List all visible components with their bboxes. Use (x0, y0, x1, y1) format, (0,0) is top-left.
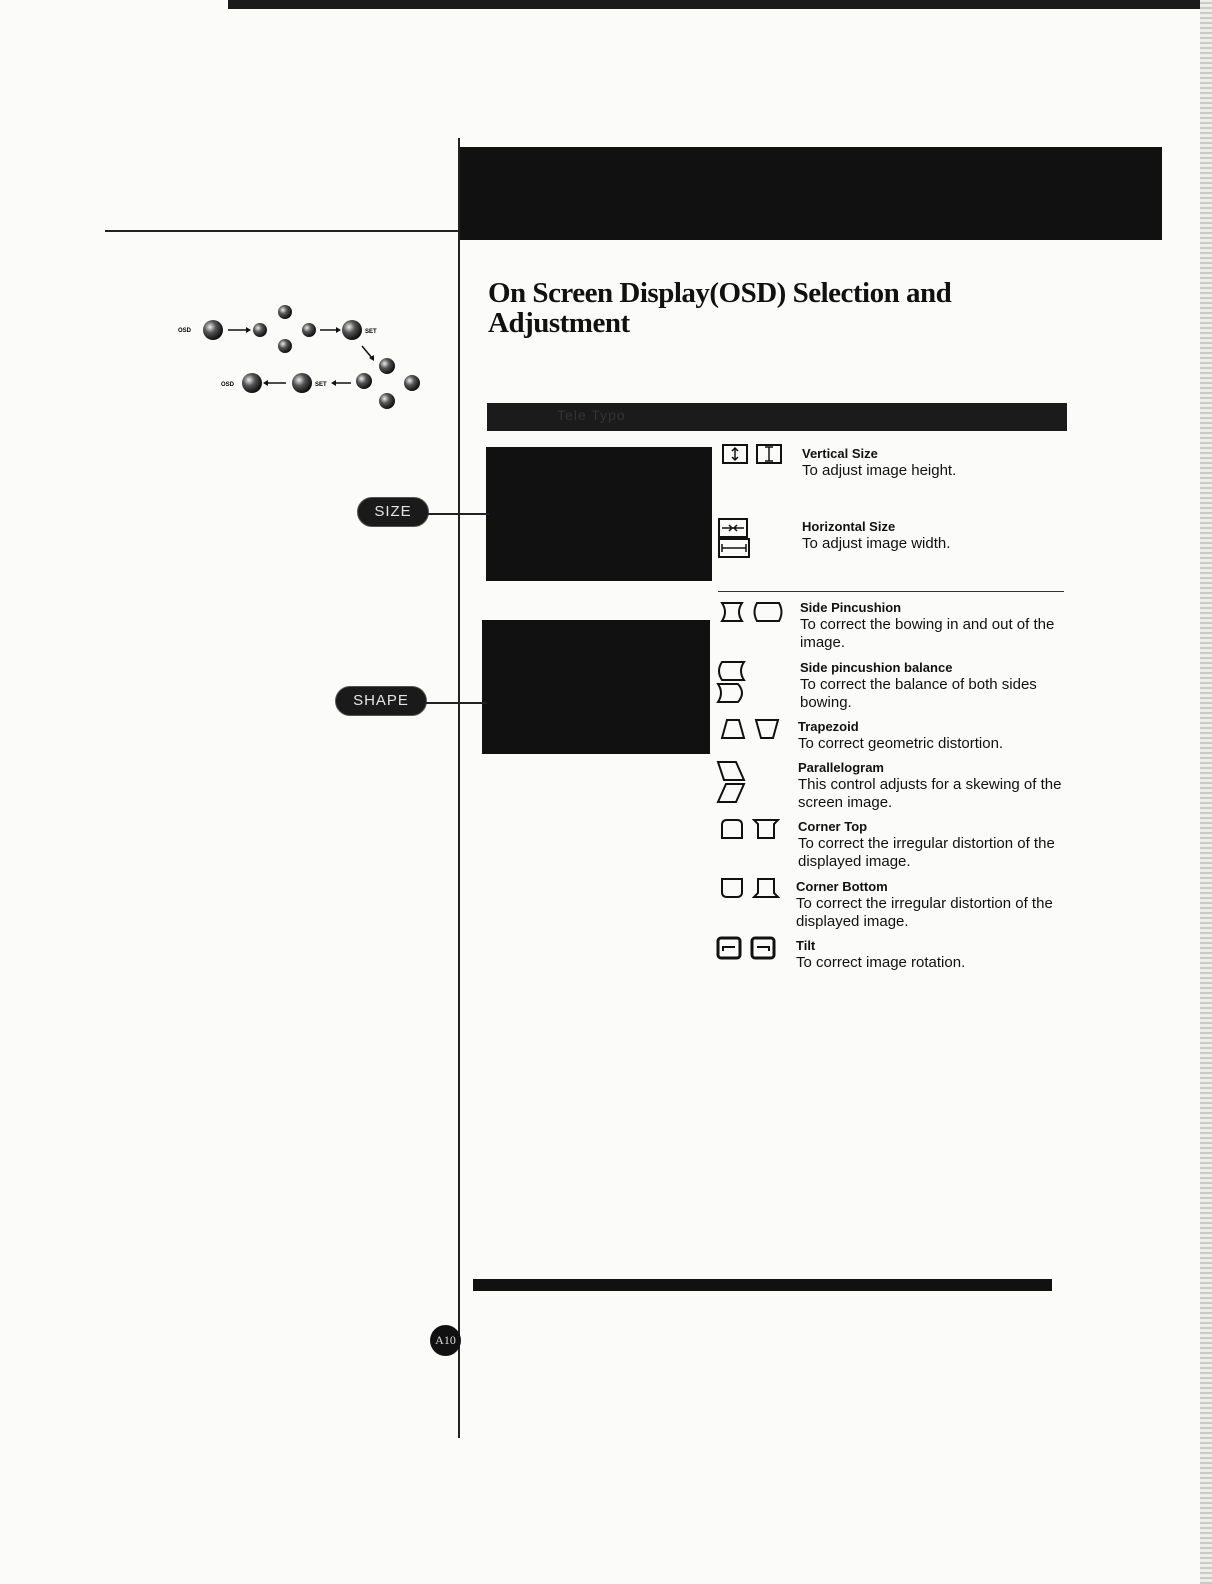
section-header-bar (487, 403, 1067, 431)
shape-pill: SHAPE (335, 686, 427, 716)
pincushion-icon (720, 601, 790, 629)
item-label: Trapezoid (798, 719, 859, 734)
page-number-badge: A10 (430, 1325, 461, 1356)
top-rule (228, 0, 1212, 9)
item-description: To correct the bowing in and out of the image. (800, 616, 1055, 651)
corner-top-icon (720, 818, 790, 846)
item-description: To correct geometric distortion. (798, 735, 1004, 752)
item-description: To adjust image width. (802, 535, 951, 552)
vertical-divider (458, 138, 460, 1438)
item-description: To correct the irregular distortion of the displayed image. (796, 895, 1053, 930)
nav-osd-label-2: OSD (221, 382, 235, 388)
page-title: On Screen Display(OSD) Selection and Adjustment (488, 277, 952, 339)
button-sequence-icon (176, 300, 436, 415)
item-description: This control adjusts for a skewing of the screen image. (798, 776, 1062, 811)
corner-bottom-icon (720, 877, 790, 905)
nav-set-label-1: SET (365, 329, 377, 335)
shape-osd-screen (482, 620, 710, 754)
corner-bottom-item (796, 879, 1076, 931)
item-label: Vertical Size (802, 446, 878, 461)
trapezoid-item (798, 719, 1078, 753)
item-description: To correct image rotation. (796, 954, 966, 971)
parallelogram-icon (716, 760, 786, 788)
item-label: Corner Top (798, 819, 868, 834)
pincushion-item (800, 600, 1080, 652)
horizontal-size-item (802, 519, 1082, 553)
vertical-size-item (802, 446, 1082, 480)
bottom-bar (473, 1279, 1052, 1291)
nav-set-label-2: SET (315, 382, 327, 388)
vertical-size-icon (722, 444, 792, 472)
item-label: Horizontal Size (802, 519, 896, 534)
item-label: Parallelogram (798, 760, 884, 775)
navigation-diagram (176, 300, 436, 415)
trapezoid-icon (720, 718, 790, 746)
nav-osd-label-1: OSD (178, 328, 192, 334)
tilt-icon (716, 936, 786, 964)
header-band (460, 147, 1162, 240)
item-label: Tilt (796, 938, 816, 953)
item-label: Side Pincushion (800, 600, 902, 615)
item-description: To correct the balance of both sides bowing. (800, 676, 1037, 711)
size-connector (427, 513, 489, 515)
item-label: Corner Bottom (796, 879, 888, 894)
size-pill: SIZE (357, 497, 429, 527)
corner-top-item (798, 819, 1078, 871)
horizontal-size-icon (718, 518, 788, 546)
pincushion-balance-item (800, 660, 1080, 712)
left-divider (105, 230, 461, 232)
section-header-label: Tele Typo (557, 407, 626, 423)
parallelogram-item (798, 760, 1078, 812)
section-divider (718, 591, 1064, 592)
tilt-item (796, 938, 1076, 972)
scan-edge (1200, 0, 1212, 1584)
size-osd-screen (486, 447, 712, 581)
item-description: To correct the irregular distortion of the displayed image. (798, 835, 1055, 870)
shape-connector (425, 702, 487, 704)
item-description: To adjust image height. (802, 462, 957, 479)
pincushion-balance-icon (716, 660, 786, 688)
item-label: Side pincushion balance (800, 660, 953, 675)
